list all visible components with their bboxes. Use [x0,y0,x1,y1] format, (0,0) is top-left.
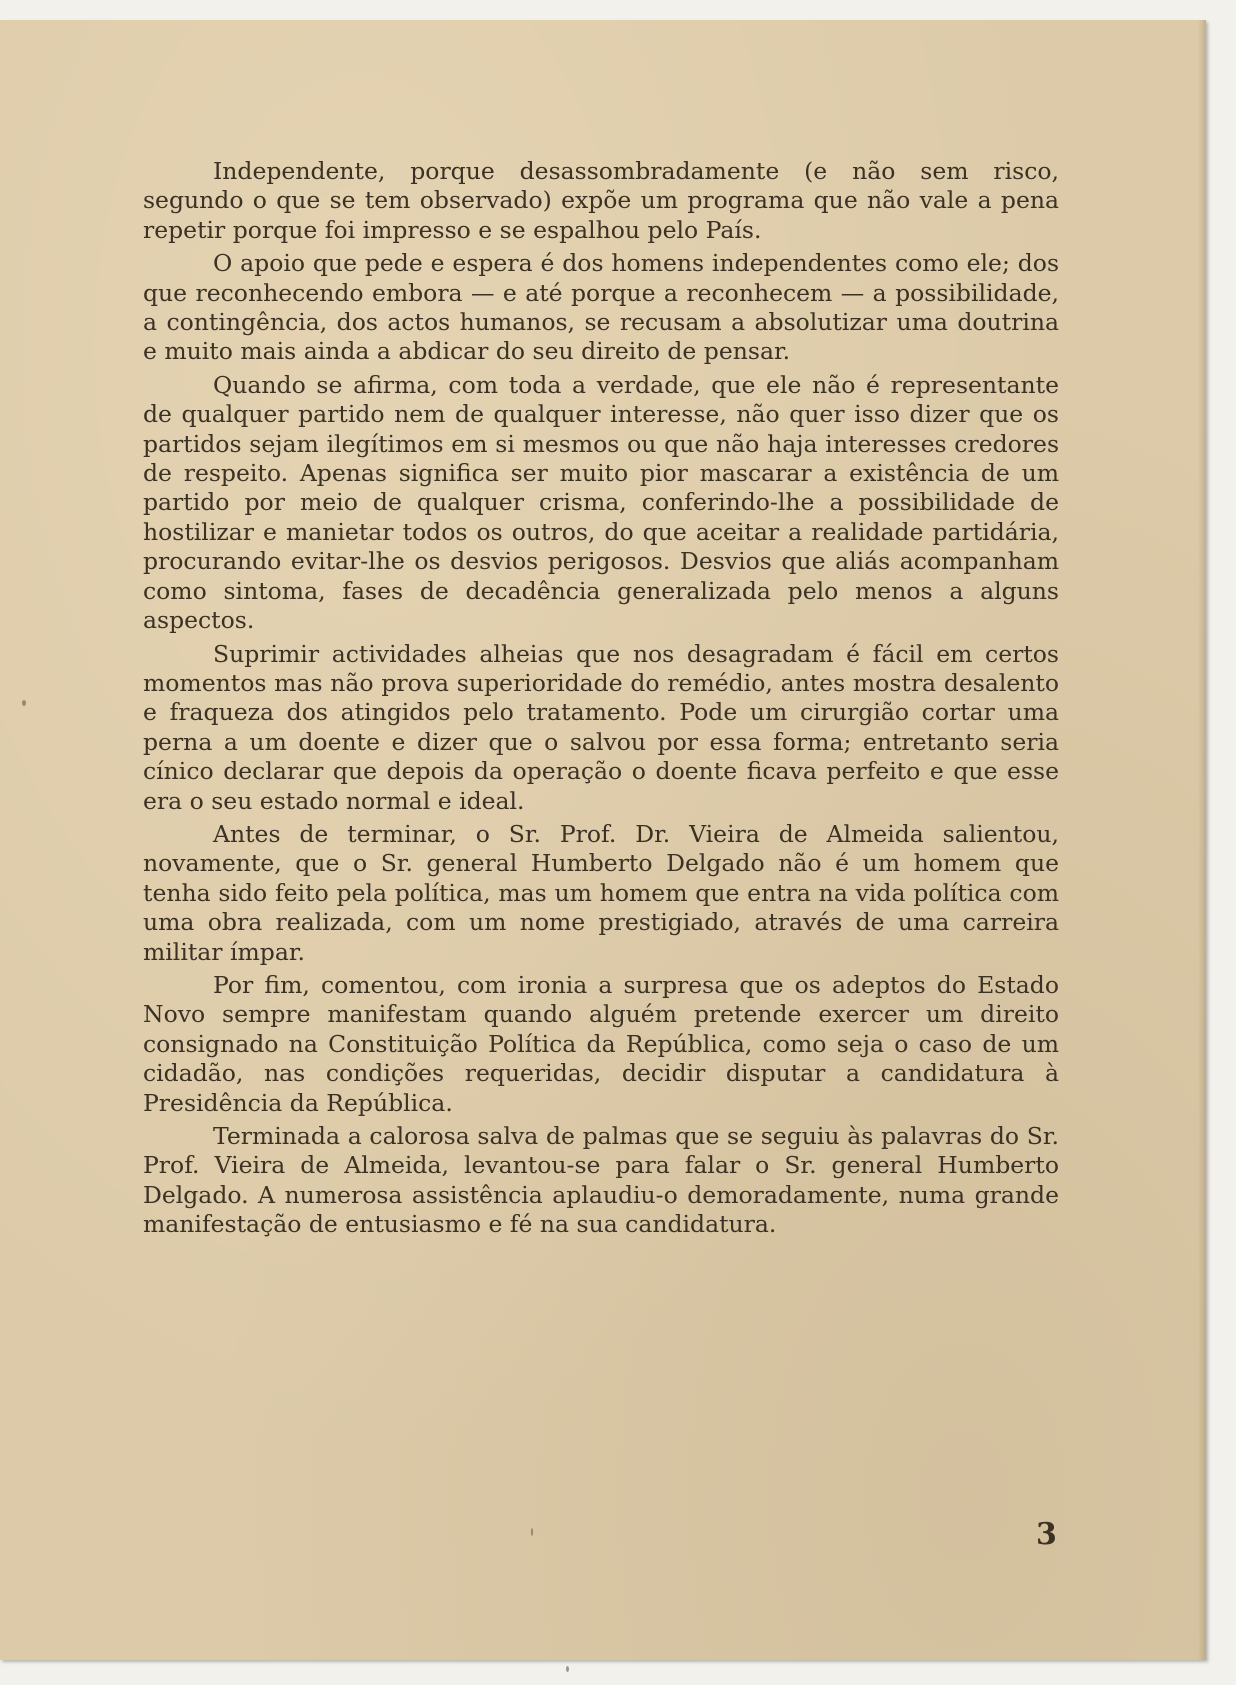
paper-speck [531,1528,533,1536]
page-number: 3 [1036,1517,1057,1552]
paragraph: O apoio que pede e espera é dos homens independentes como ele; dos que reconhecendo embora — e até porque a reconhecem — a possibilidade, a contingência, dos actos humanos, se recusam a absolutizar uma doutrina e muito mais ainda a abdicar do seu direito de pensar. [143,249,1059,366]
paragraph: Quando se afirma, com toda a verdade, que ele não é representante de qualquer partido nem de qualquer interesse, não quer isso dizer que os partidos sejam ilegítimos em si mesmos ou que não haja interesses credores de respeito. Apenas significa ser muito pior mascarar a existência de um partido por meio de qualquer crisma, conferindo-lhe a possibilidade de hostilizar e manietar todos os outros, do que aceitar a realidade partidária, procurando evitar-lhe os desvios perigosos. Desvios que aliás acompanham como sintoma, fases de decadência generalizada pelo menos a alguns aspectos. [143,370,1059,635]
paragraph: Terminada a calorosa salva de palmas que se seguiu às palavras do Sr. Prof. Vieira de Almeida, levantou-se para falar o Sr. general Humberto Delgado. A numerosa assistência aplaudiu-o demoradamente, numa grande manifestação de entusiasmo e fé na sua candidatura. [143,1122,1059,1239]
paragraph: Por fim, comentou, com ironia a surpresa que os adeptos do Estado Novo sempre manifestam quando alguém pretende exercer um direito consignado na Constituição Política da República, como seja o caso de um cidadão, nas condições requeridas, decidir disputar a candidatura à Presidência da República. [143,970,1059,1117]
paper-speck [566,1666,569,1672]
paper-speck [22,700,26,706]
paragraph: Suprimir actividades alheias que nos desagradam é fácil em certos momentos mas não prova superioridade do remédio, antes mostra desalento e fraqueza dos atingidos pelo tratamento. Pode um cirurgião cortar uma perna a um doente e dizer que o salvou por essa forma; entretanto seria cínico declarar que depois da operação o doente ficava perfeito e que esse era o seu estado normal e ideal. [143,639,1059,815]
page-edge-shadow [1198,20,1206,1660]
paragraph: Antes de terminar, o Sr. Prof. Dr. Vieira de Almeida salientou, novamente, que o Sr. general Humberto Delgado não é um homem que tenha sido feito pela política, mas um homem que entra na vida política com uma obra realizada, com um nome prestigiado, através de uma carreira militar ímpar. [143,819,1059,966]
document-page [0,20,1206,1660]
body-text [143,157,1059,1244]
paragraph: Independente, porque desassombradamente (e não sem risco, segundo o que se tem observado) expõe um programa que não vale a pena repetir porque foi impresso e se espalhou pelo País. [143,157,1059,244]
